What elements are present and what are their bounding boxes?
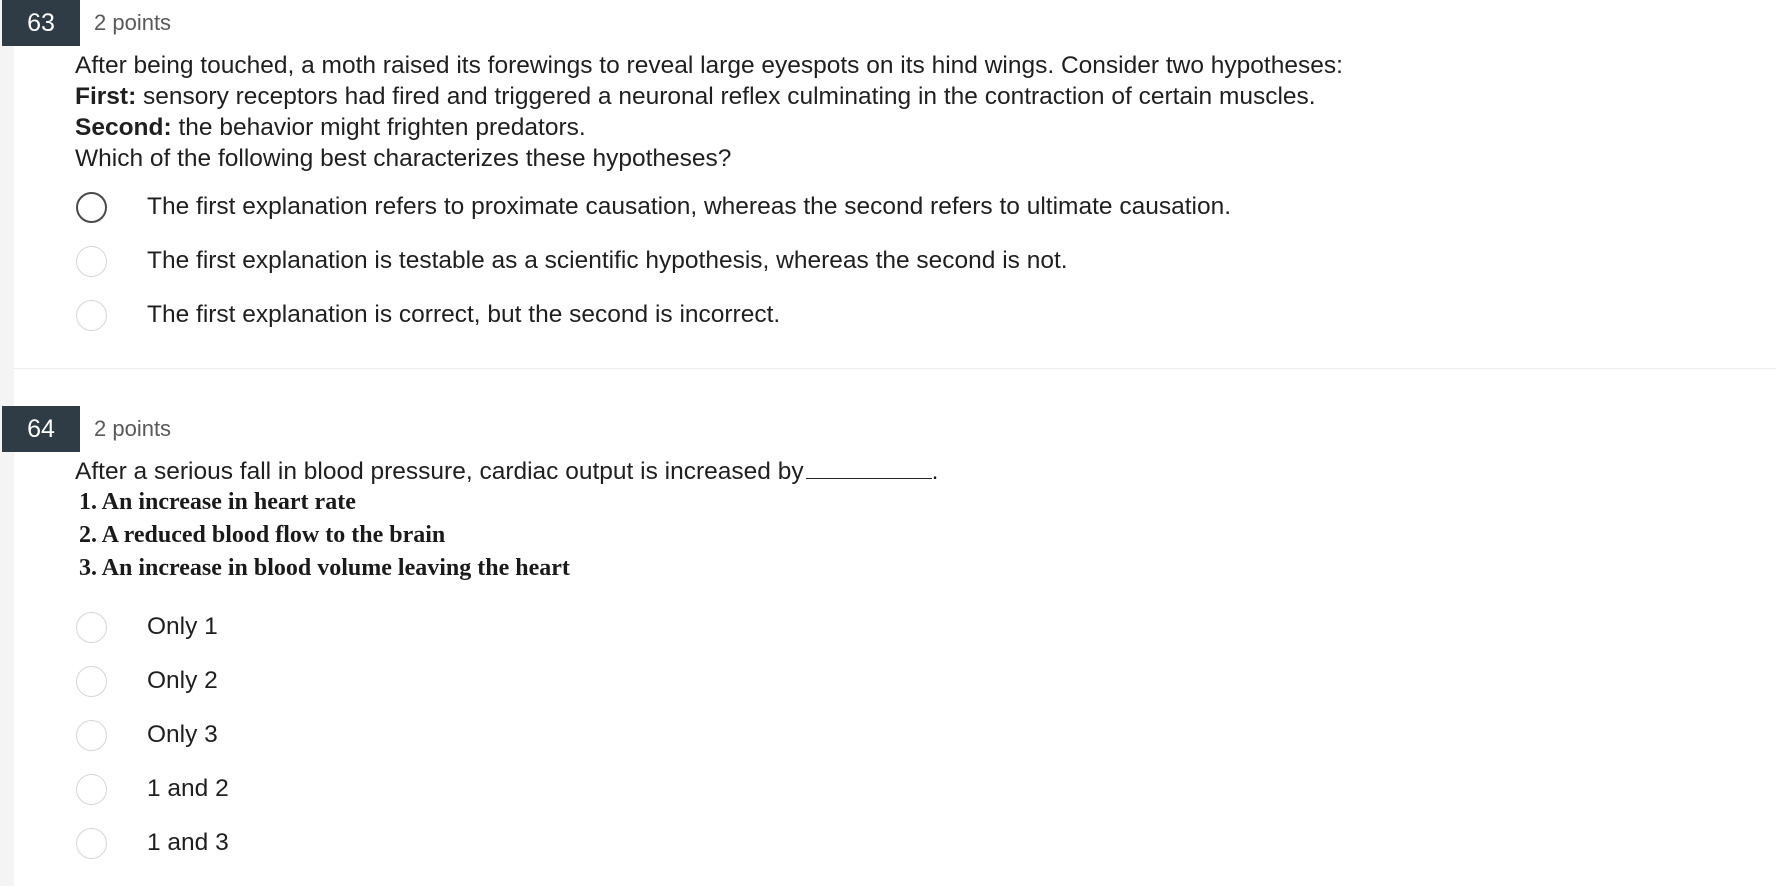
first-hypothesis bbox=[75, 81, 1343, 112]
option-label: Only 2 bbox=[147, 667, 218, 694]
option-label: 1 and 3 bbox=[147, 829, 229, 856]
answer-option[interactable] bbox=[76, 180, 1231, 234]
list-item: 1. An increase in heart rate bbox=[79, 489, 356, 515]
question-stem bbox=[75, 50, 1343, 174]
option-label: Only 1 bbox=[147, 613, 218, 640]
radio-button[interactable] bbox=[76, 828, 107, 859]
list-item: 3. An increase in blood volume leaving the heart bbox=[79, 555, 570, 581]
answer-option[interactable] bbox=[76, 708, 229, 762]
radio-button[interactable] bbox=[76, 720, 107, 751]
radio-button[interactable] bbox=[76, 612, 107, 643]
question-points: 2 points bbox=[94, 416, 172, 441]
question-number: 64 bbox=[2, 406, 80, 452]
answer-options bbox=[76, 180, 1231, 342]
second-label: Second: bbox=[75, 114, 172, 141]
option-label: The first explanation is correct, but the second is incorrect. bbox=[147, 301, 781, 328]
fill-in-blank bbox=[806, 456, 932, 479]
question-divider bbox=[14, 368, 1776, 369]
list-item: 2. A reduced blood flow to the brain bbox=[79, 522, 446, 548]
answer-option[interactable] bbox=[76, 234, 1231, 288]
answer-option[interactable] bbox=[76, 762, 229, 816]
question-number: 63 bbox=[2, 0, 80, 46]
question-63 bbox=[0, 0, 1776, 368]
first-label: First: bbox=[75, 83, 137, 110]
answer-option[interactable] bbox=[76, 288, 1231, 342]
numbered-list bbox=[79, 486, 570, 585]
stem-prompt: Which of the following best characterizes these hypotheses? bbox=[75, 145, 732, 172]
question-stem bbox=[75, 456, 938, 487]
answer-option[interactable] bbox=[76, 816, 229, 870]
radio-button[interactable] bbox=[76, 300, 107, 331]
option-label: The first explanation is testable as a scientific hypothesis, whereas the second is not. bbox=[147, 247, 1068, 274]
option-label: Only 3 bbox=[147, 721, 218, 748]
stem-intro: After being touched, a moth raised its forewings to reveal large eyespots on its hind wings. Consider two hypotheses: bbox=[75, 52, 1343, 79]
question-header bbox=[2, 0, 171, 46]
question-header bbox=[2, 406, 171, 452]
stem-text: After a serious fall in blood pressure, cardiac output is increased by bbox=[75, 458, 804, 485]
answer-option[interactable] bbox=[76, 654, 229, 708]
first-text: sensory receptors had fired and triggered a neuronal reflex culminating in the contraction of certain muscles. bbox=[136, 83, 1316, 110]
second-hypothesis bbox=[75, 112, 1343, 143]
question-64 bbox=[0, 406, 1776, 886]
option-label: 1 and 2 bbox=[147, 775, 229, 802]
question-points: 2 points bbox=[94, 10, 172, 35]
stem-line bbox=[75, 456, 938, 487]
radio-button[interactable] bbox=[76, 666, 107, 697]
option-label: The first explanation refers to proximate causation, whereas the second refers to ultimate causation. bbox=[147, 193, 1232, 220]
radio-button[interactable] bbox=[76, 246, 107, 277]
stem-end: . bbox=[931, 458, 939, 485]
answer-option[interactable] bbox=[76, 600, 229, 654]
second-text: the behavior might frighten predators. bbox=[171, 114, 586, 141]
radio-button[interactable] bbox=[76, 192, 107, 223]
radio-button[interactable] bbox=[76, 774, 107, 805]
answer-options bbox=[76, 600, 229, 870]
